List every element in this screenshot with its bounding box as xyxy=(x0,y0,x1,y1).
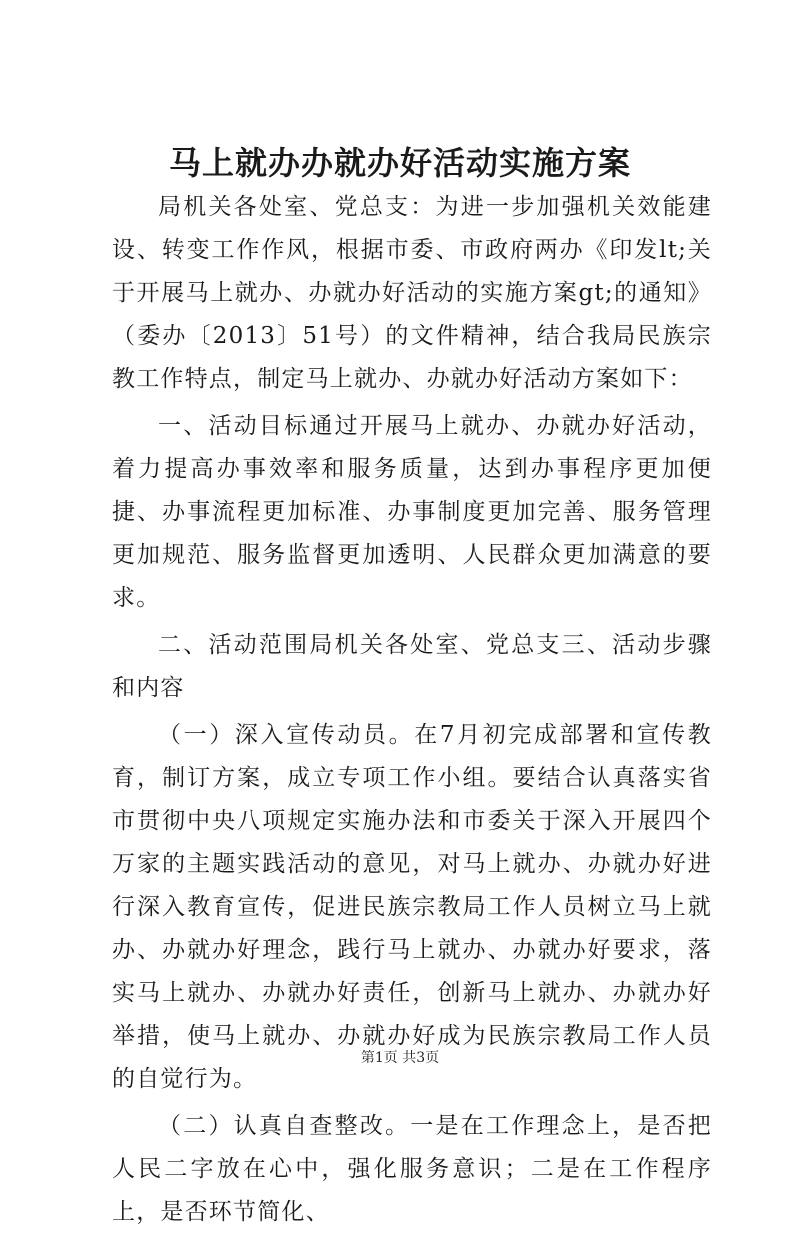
paragraph-step-one: （一）深入宣传动员。在7月初完成部署和宣传教育，制订方案，成立专项工作小组。要结合认真落实省市贯彻中央八项规定实施办法和市委关于深入开展四个万家的主题实践活动的意见，对马上就办、办就办好进行深入教育宣传，促进民族宗教局工作人员树立马上就办、办就办好理念，践行马上就办、办就办好要求，落实马上就办、办就办好责任，创新马上就办、办就办好举措，使马上就办、办就办好成为民族宗教局工作人员的自觉行为。 xyxy=(112,722,712,1092)
document-title: 马上就办办就办好活动实施方案 xyxy=(168,144,631,182)
document-body xyxy=(112,186,712,1234)
paragraph-activity-scope: 二、活动范围局机关各处室、党总支三、活动步骤和内容 xyxy=(112,632,712,701)
paragraph-step-two: （二）认真自查整改。一是在工作理念上，是否把人民二字放在心中，强化服务意识；二是在工作程序上，是否环节简化、 xyxy=(112,1113,712,1225)
paragraph-intro: 局机关各处室、党总支：为进一步加强机关效能建设、转变工作作风，根据市委、市政府两办《印发lt;关于开展马上就办、办就办好活动的实施方案gt;的通知》（委办〔2013〕51号）的文件精神，结合我局民族宗教工作特点，制定马上就办、办就办好活动方案如下： xyxy=(112,194,712,392)
paragraph-activity-goal: 一、活动目标通过开展马上就办、办就办好活动，着力提高办事效率和服务质量，达到办事程序更加便捷、办事流程更加标准、办事制度更加完善、服务管理更加规范、服务监督更加透明、人民群众更加满意的要求。 xyxy=(112,413,712,611)
page-number-footer: 第1页 共3页 xyxy=(360,1050,440,1066)
